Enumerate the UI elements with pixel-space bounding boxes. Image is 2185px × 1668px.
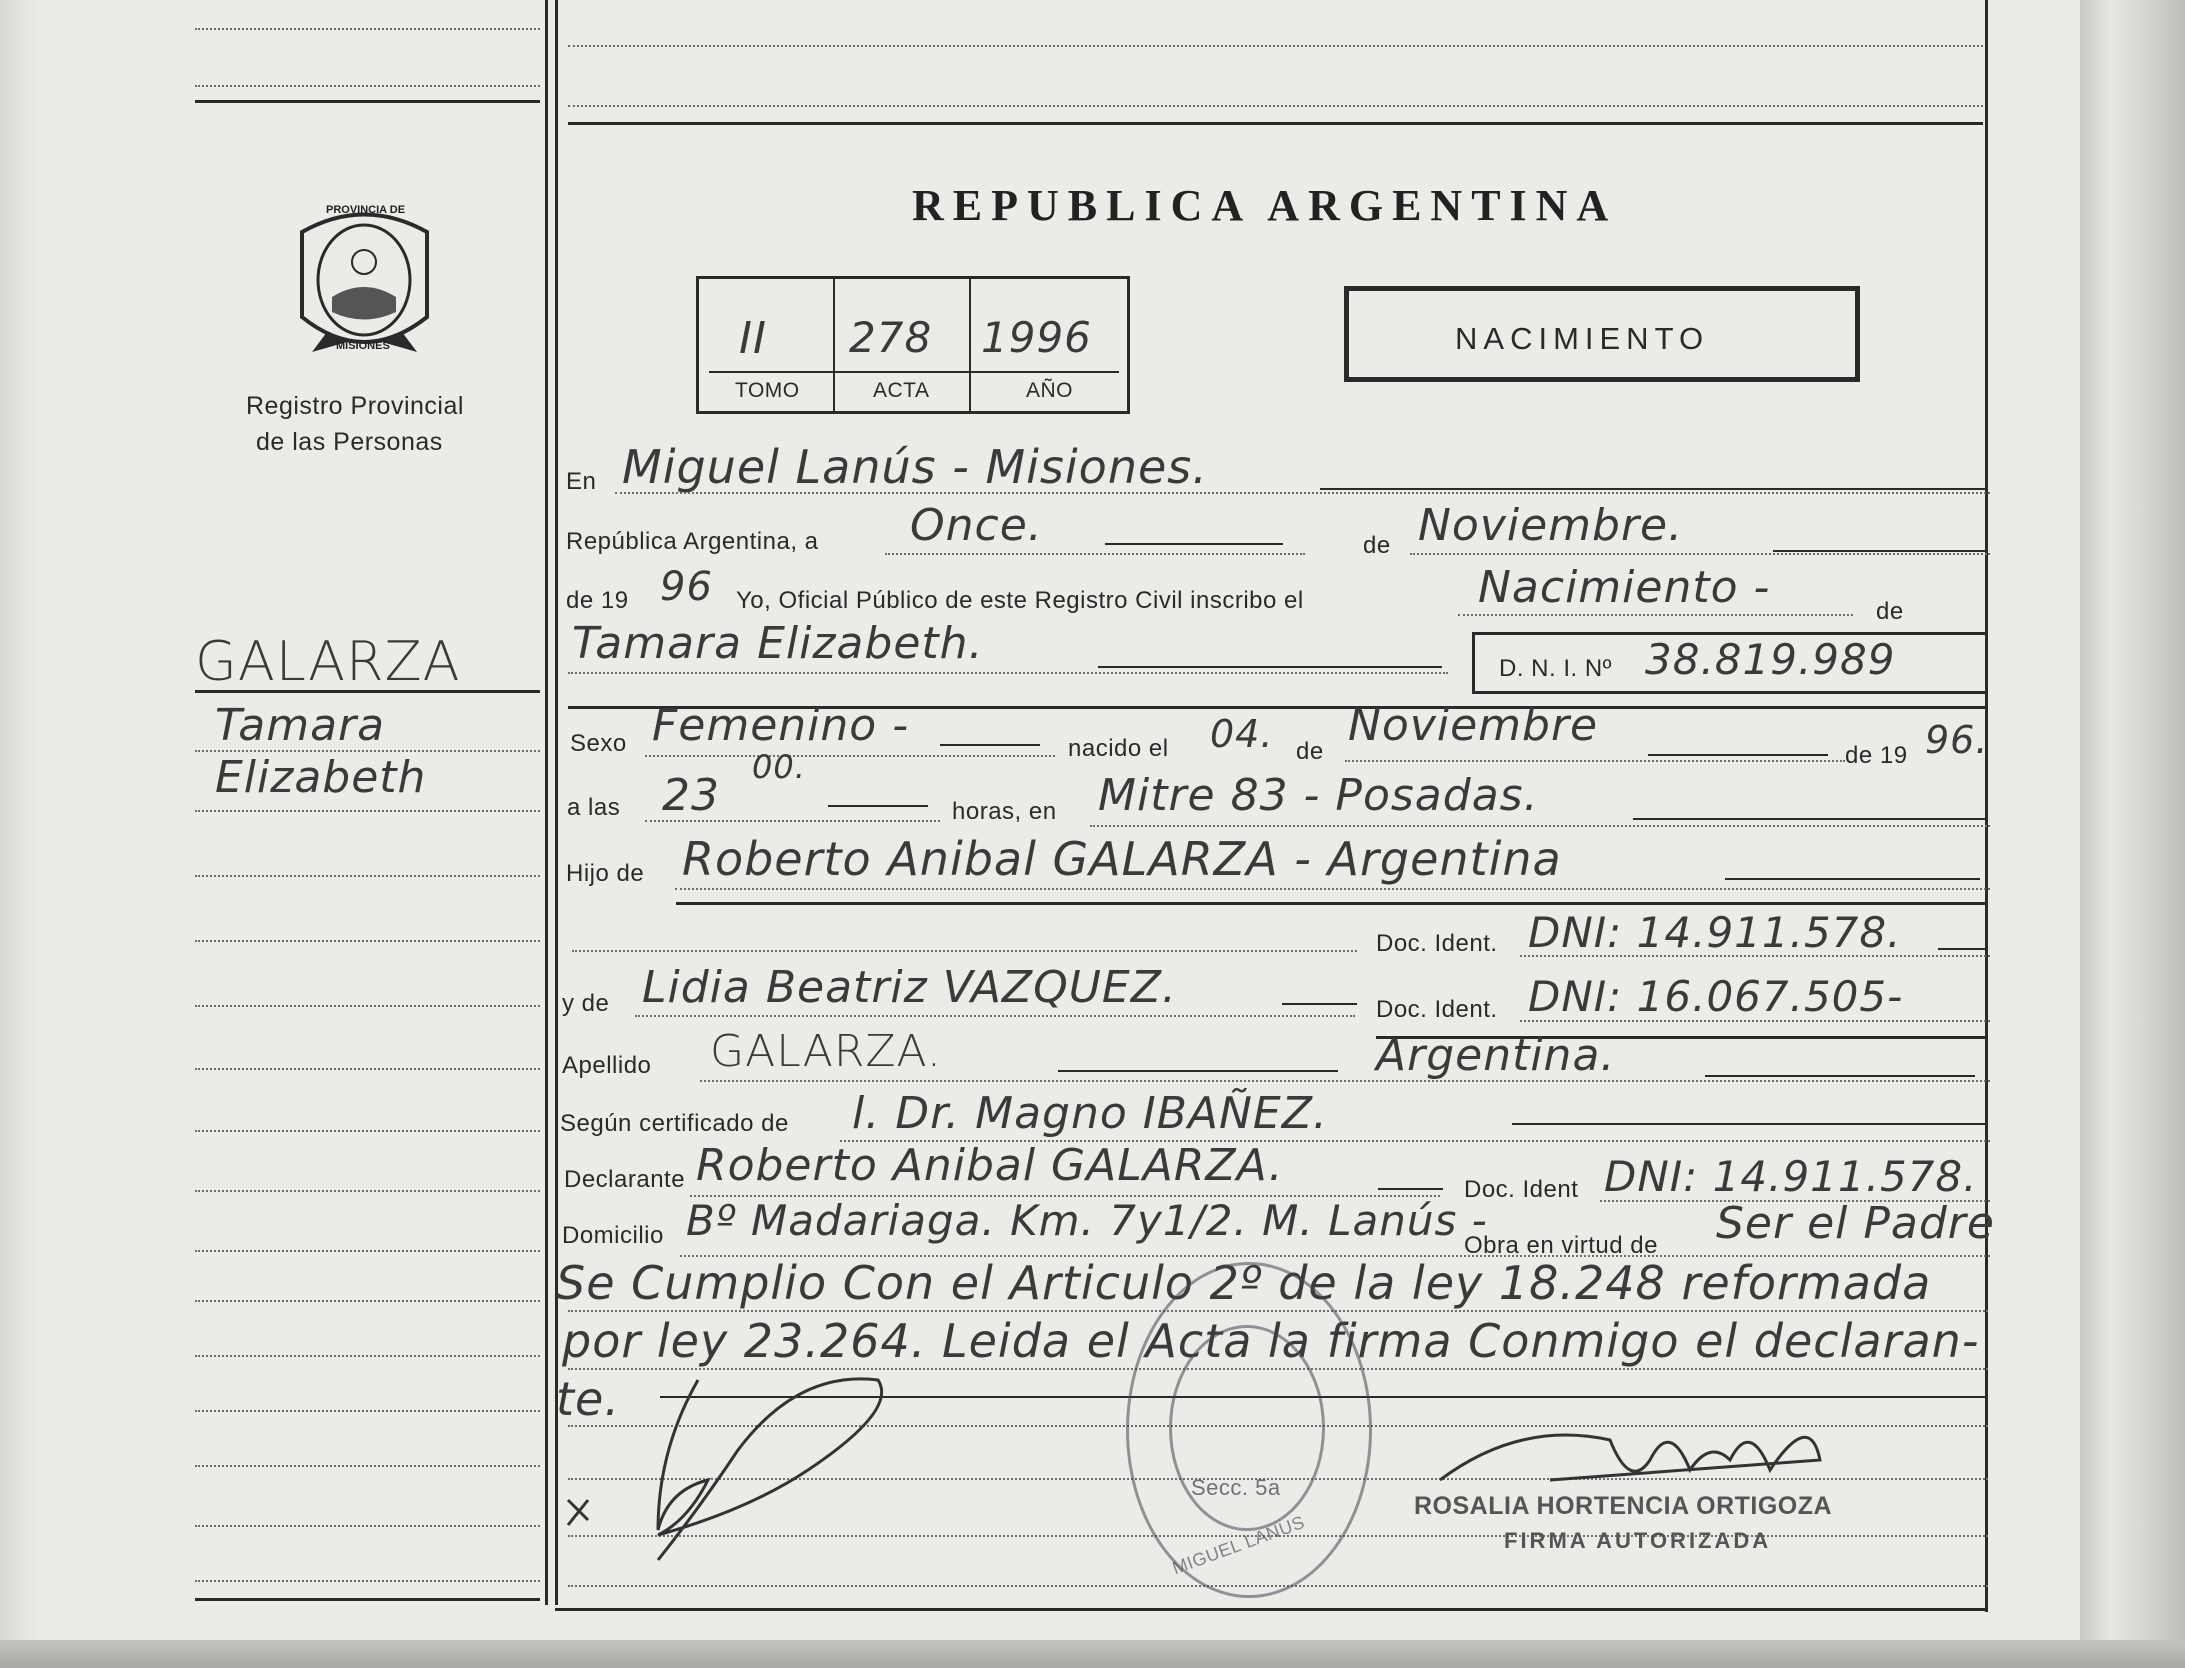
line-fill-rule [940,744,1040,746]
acta-label: ACTA [873,379,930,402]
margin-name-rule [195,690,540,693]
anio-label: AÑO [1026,379,1074,402]
previous-record-rule [568,105,1983,107]
page-stack-edge [2080,0,2185,1668]
line-dotted-rule [1520,955,1990,957]
line-fill-rule [1725,878,1980,880]
stamp-ring-text: MIGUEL LANUS [1169,1511,1308,1579]
line-dotted-rule [568,672,1448,674]
nacido-dia-value: 04. [1210,712,1274,756]
seal-bottom-text: MISIONES [336,340,390,352]
inscribo-label: Yo, Oficial Público de este Registro Civil inscribo el [736,587,1304,614]
line-fill-rule [1320,488,1988,490]
line-fill-rule [1098,666,1442,668]
line-fill-rule [828,805,928,807]
margin-dotted-rule [195,1580,540,1582]
line-dotted-rule [1090,825,1990,827]
official-title: FIRMA AUTORIZADA [1504,1528,1772,1553]
de3-label: de [1296,738,1324,765]
margin-dotted-rule [195,1250,540,1252]
de-label: de [1363,532,1391,559]
document-type: NACIMIENTO [1455,321,1710,356]
registry-name-line1: Registro Provincial [246,392,464,420]
margin-dotted-rule [195,1005,540,1007]
form-bottom-rule [555,1608,1985,1611]
apellido-value: GALARZA. [710,1026,942,1077]
line-dotted-rule [1410,553,1990,555]
obra-value: Ser el Padre [1716,1198,1995,1249]
tomo-label: TOMO [735,379,800,402]
tomo-value: II [739,313,767,364]
margin-dotted-rule [195,1300,540,1302]
apellido-label: Apellido [562,1052,652,1079]
republica-label: República Argentina, a [566,528,819,555]
anio-registro-value: 96 [660,564,713,610]
line-dotted-rule [645,820,940,822]
line-fill-rule [1773,550,1988,552]
line-fill-rule [1058,1070,1338,1072]
margin-dotted-rule [195,1190,540,1192]
dia-value: Once. [910,500,1043,551]
margin-dotted-rule [195,85,540,87]
margin-dotted-rule [195,875,540,877]
certificado-label: Según certificado de [560,1110,789,1137]
line-dotted-rule [635,1015,1355,1017]
declarante-label: Declarante [564,1166,686,1193]
doc2-label: Doc. Ident. [1376,996,1498,1023]
margin-top-rule [195,100,540,103]
margin-bottom-rule [195,1598,540,1601]
record-number-box [696,276,1130,414]
country-title: REPUBLICA ARGENTINA [912,181,1618,230]
margin-dotted-rule [195,1130,540,1132]
de19-label: de 19 [566,587,629,614]
doc3-label: Doc. Ident [1464,1176,1579,1203]
line-fill-rule [1938,948,1988,950]
obra-label: Obra en virtud de [1464,1232,1658,1259]
tipo-inscripcion-value: Nacimiento - [1478,562,1771,613]
nacido-mes-value: Noviembre [1348,700,1599,751]
domicilio-value: Bº Madariaga. Km. 7y1/2. M. Lanús - [686,1196,1488,1245]
margin-first-name: Tamara [215,700,386,751]
page-bottom-edge [0,1640,2185,1668]
acta-value: 278 [849,313,933,362]
doc1-label: Doc. Ident. [1376,930,1498,957]
binding-edge [0,0,40,1668]
anio-value: 1996 [981,313,1092,362]
de19-nacimiento-label: de 19 [1845,742,1908,769]
line-fill-rule [1105,543,1283,545]
form-right-border [1985,0,1988,1612]
doc1-value: DNI: 14.911.578. [1528,908,1902,957]
margin-dotted-rule [195,1525,540,1527]
mes-value: Noviembre. [1418,500,1684,551]
nacionalidad-value: Argentina. [1376,1030,1616,1081]
form-top-rule [568,122,1983,125]
margin-dotted-rule [195,810,540,812]
record-box-divider [833,279,835,411]
nacido-label: nacido el [1068,735,1169,762]
line-fill-rule [1378,1188,1443,1190]
sexo-label: Sexo [570,730,627,757]
margin-second-name: Elizabeth [215,752,427,803]
madre-value: Lidia Beatriz VAZQUEZ. [642,962,1177,1013]
line-dotted-rule [615,492,1990,494]
minutos-value: 00. [752,748,806,786]
declarant-signature [548,1360,908,1580]
line-fill-rule [1512,1123,1987,1125]
line-dotted-rule [675,888,1990,890]
margin-dotted-rule [195,1068,540,1070]
padre-value: Roberto Anibal GALARZA - Argentina [682,832,1562,886]
line-fill-rule [1648,754,1828,756]
lugar-nacimiento-value: Mitre 83 - Posadas. [1098,770,1539,821]
line-dotted-rule [1458,614,1853,616]
alas-label: a las [567,794,621,821]
document-type-box [1344,286,1860,382]
line-dotted-rule [885,553,1305,555]
sexo-value: Femenino - [652,700,910,751]
civil-registry-stamp [1126,1262,1372,1598]
yde-label: y de [562,990,610,1017]
margin-dotted-rule [195,940,540,942]
nacido-anio-value: 96. [1925,718,1989,762]
line-dotted-rule [700,1080,1990,1082]
nota-linea-1: Se Cumplio Con el Articulo 2º de la ley 18.248 reformada [556,1256,1932,1310]
provincial-seal [292,202,437,362]
line-dotted-rule [1345,760,1845,762]
line-fill-rule [1705,1075,1975,1077]
line-dotted-rule [645,755,1055,757]
official-name: ROSALIA HORTENCIA ORTIGOZA [1414,1492,1833,1520]
dni-value: 38.819.989 [1645,635,1896,684]
record-box-divider [969,279,971,411]
en-value: Miguel Lanús - Misiones. [622,440,1208,494]
declarante-value: Roberto Anibal GALARZA. [696,1140,1284,1191]
section-rule [676,902,1986,905]
doc2-value: DNI: 16.067.505- [1528,972,1904,1021]
margin-dotted-rule [195,1465,540,1467]
line-fill-rule [1282,1003,1357,1005]
de2-label: de [1876,598,1904,625]
domicilio-label: Domicilio [562,1222,664,1249]
hora-value: 23 [662,770,720,821]
margin-dotted-rule [195,1410,540,1412]
seal-top-text: PROVINCIA DE [326,204,406,216]
dni-label: D. N. I. Nº [1499,655,1612,682]
line-dotted-rule [1520,1020,1990,1022]
line-fill-rule [1633,818,1988,820]
nota-linea-3: te. [556,1372,620,1426]
margin-dotted-rule [195,28,540,30]
line-dotted-rule [572,950,1357,952]
en-label: En [566,468,597,495]
nota-linea-2: por ley 23.264. Leida el Acta la firma Conmigo el declaran- [562,1314,1980,1368]
margin-dotted-rule [195,1355,540,1357]
stamp-section: Secc. 5a [1191,1475,1281,1500]
horas-en-label: horas, en [952,798,1057,825]
registry-name-line2: de las Personas [256,428,443,456]
record-box-rule [709,371,1119,373]
hijo-label: Hijo de [566,860,645,887]
margin-surname: GALARZA [195,630,461,693]
certificado-value: l. Dr. Magno IBAÑEZ. [852,1088,1328,1139]
dni-box [1472,632,1988,694]
previous-record-rule [568,45,1983,47]
nombre-inscripto-value: Tamara Elizabeth. [572,618,984,669]
doc3-value: DNI: 14.911.578. [1604,1152,1978,1201]
